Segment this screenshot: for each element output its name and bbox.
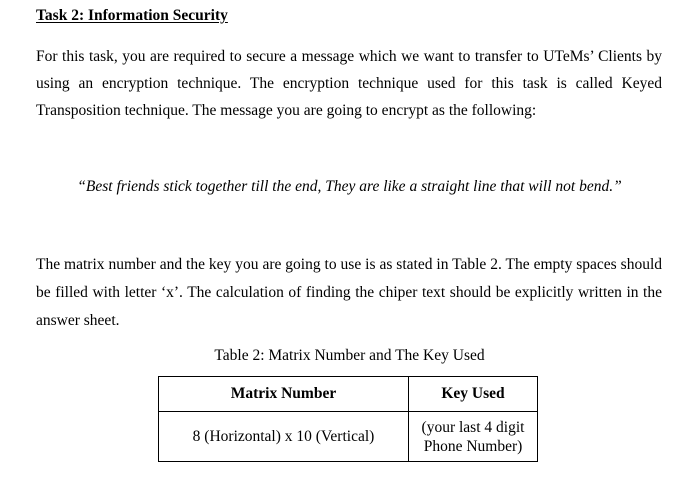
task-description-paragraph: For this task, you are required to secure a message which we want to transfer to UTeMs’ Clients by using an encryption technique. The encryption technique used for this task is called Keyed Transposition technique. The message you are going to encrypt as the following: [36,48,662,119]
message-quote: “Best friends stick together till the end, They are like a straight line that will not bend.” [77,178,622,195]
cell-matrix-number: 8 (Horizontal) x 10 (Vertical) [159,412,409,462]
key-used-line1: (your last 4 digit [421,418,525,436]
table-caption: Table 2: Matrix Number and The Key Used [214,347,485,364]
key-used-line2: Phone Number) [423,437,523,455]
table-row [159,412,538,462]
header-key-used: Key Used [409,377,538,412]
instructions-paragraph: The matrix number and the key you are going to use is as stated in Table 2. The empty spaces should be filled with letter ‘x’. The calculation of finding the chiper text should be explicitly written in the answer sheet. [36,256,662,329]
cell-key-used [409,412,538,462]
task-heading: Task 2: Information Security [36,7,228,24]
matrix-key-table [158,376,538,462]
header-matrix-number: Matrix Number [159,377,409,412]
table-header-row [159,377,538,412]
